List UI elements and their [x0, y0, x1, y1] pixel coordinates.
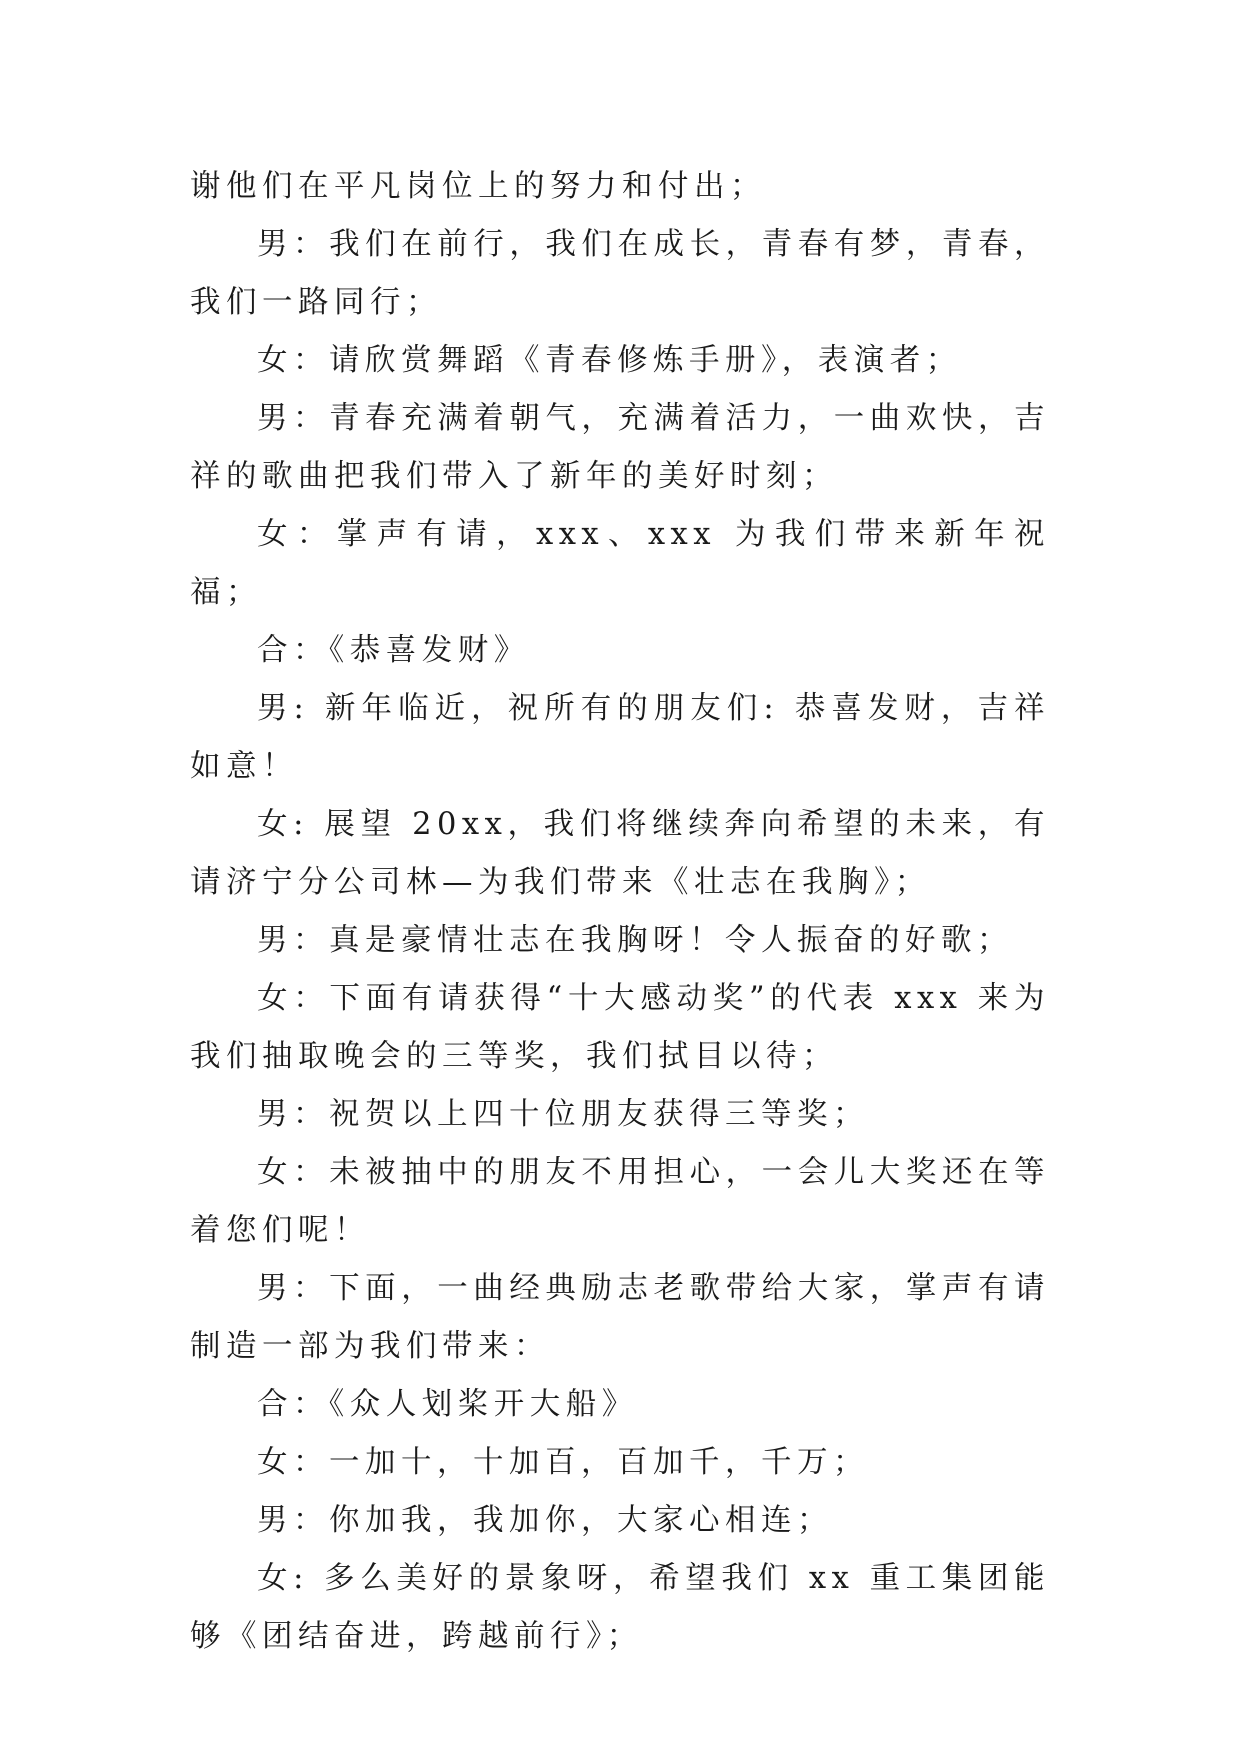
paragraph: 男：我们在前行，我们在成长，青春有梦，青春，我们一路同行； — [190, 227, 1050, 320]
paragraph: 女：一加十，十加百，百加千，千万； — [257, 1445, 869, 1480]
paragraph: 男: 新年临近，祝所有的朋友们: 恭喜发财，吉祥如意！ — [190, 691, 1050, 784]
paragraph: 男：青春充满着朝气，充满着活力，一曲欢快，吉祥的歌曲把我们带入了新年的美好时刻； — [190, 401, 1050, 494]
paragraph: 女：下面有请获得“十大感动奖”的代表 xxx 来为我们抽取晚会的三等奖，我们拭目以待； — [190, 981, 1050, 1074]
paragraph: 男：下面，一曲经典励志老歌带给大家，掌声有请制造一部为我们带来： — [190, 1271, 1050, 1364]
paragraph: 女：未被抽中的朋友不用担心，一会儿大奖还在等着您们呢！ — [190, 1155, 1050, 1248]
paragraph: 女: 展望 20xx，我们将继续奔向希望的未来，有请济宁分公司林—为我们带来《壮志在我胸》； — [190, 807, 1050, 900]
paragraph: 男：你加我，我加你，大家心相连； — [257, 1503, 833, 1538]
paragraph: 谢他们在平凡岗位上的努力和付出； — [190, 169, 766, 204]
document-body — [190, 158, 1050, 1666]
paragraph: 女：请欣赏舞蹈《青春修炼手册》，表演者； — [257, 343, 962, 378]
paragraph: 女: 多么美好的景象呀，希望我们 xx 重工集团能够《团结奋进，跨越前行》； — [190, 1561, 1050, 1654]
paragraph: 女：掌声有请，xxx、xxx 为我们带来新年祝福； — [190, 517, 1050, 610]
paragraph: 合：《恭喜发财》 — [257, 633, 530, 668]
paragraph: 男：祝贺以上四十位朋友获得三等奖； — [257, 1097, 869, 1132]
paragraph: 男：真是豪情壮志在我胸呀！令人振奋的好歌； — [257, 923, 1013, 958]
paragraph: 合：《众人划桨开大船》 — [257, 1387, 638, 1422]
